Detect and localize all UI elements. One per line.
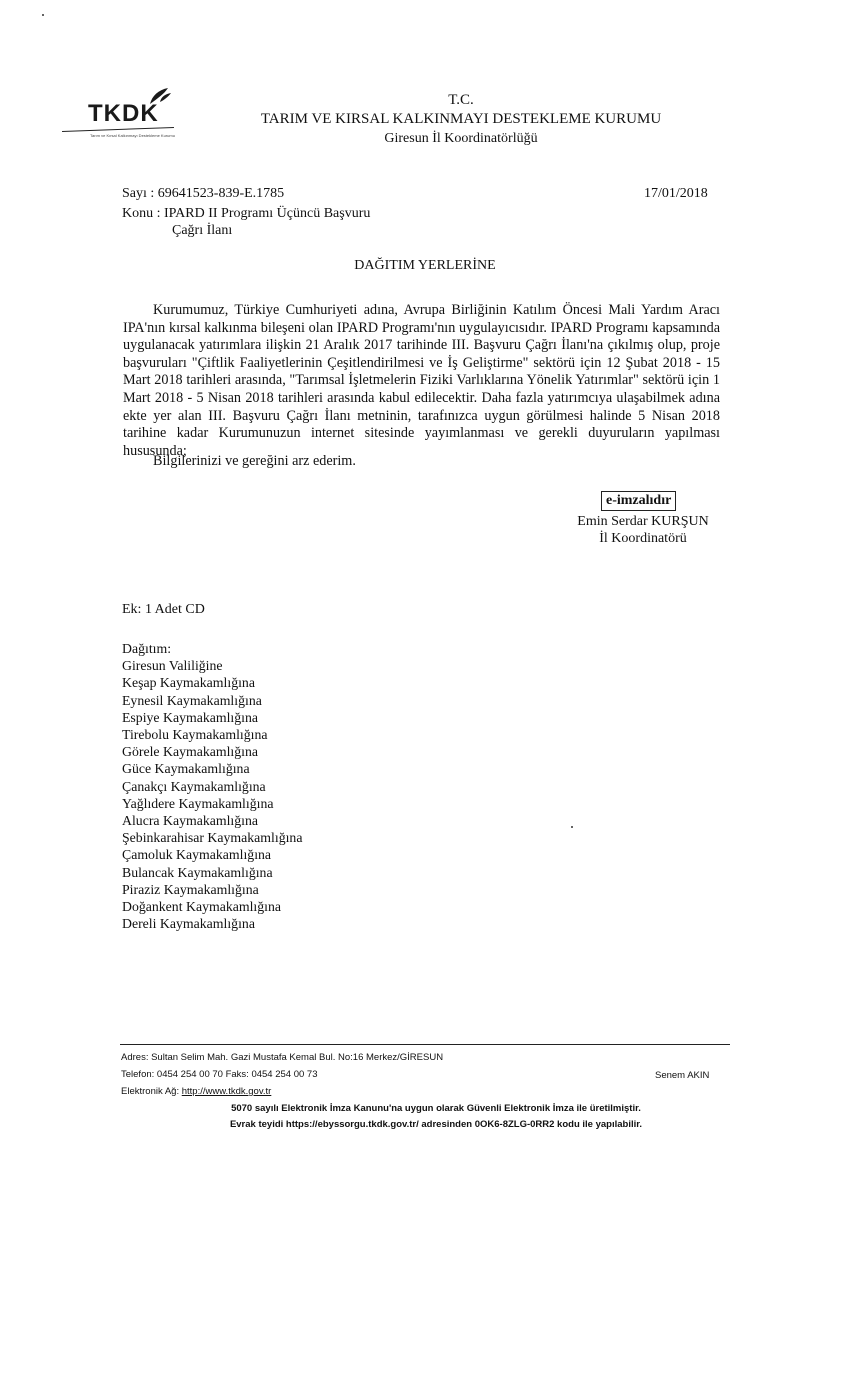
document-subject: Konu : IPARD II Programı Üçüncü Başvuru (122, 206, 371, 221)
footer-web (121, 1083, 271, 1100)
header-institution: TARIM VE KIRSAL KALKINMAYI DESTEKLEME KURUMU (260, 111, 662, 127)
list-item: Yağlıdere Kaymakamlığına (122, 795, 274, 811)
page-title: DAĞITIM YERLERİNE (354, 258, 496, 273)
header-tc: T.C. (448, 92, 474, 108)
list-item: Doğankent Kaymakamlığına (122, 899, 282, 915)
attachment-note: Ek: 1 Adet CD (122, 602, 205, 617)
footer-person: Senem AKIN (655, 1070, 710, 1081)
footer-divider (120, 1044, 730, 1045)
header-office: Giresun İl Koordinatörlüğü (384, 131, 538, 146)
logo-tagline: Tarım ve Kırsal Kalkınmayı Destekleme Kurumu (90, 133, 175, 138)
list-item: Piraziz Kaymakamlığına (122, 881, 259, 897)
list-item: Bulancak Kaymakamlığına (122, 864, 273, 880)
esign-stamp: e-imzalıdır (601, 491, 676, 511)
list-item: Espiye Kaymakamlığına (122, 709, 259, 725)
list-item: Çamoluk Kaymakamlığına (122, 847, 272, 863)
footer-phone: Telefon: 0454 254 00 70 Faks: 0454 254 00 73 (121, 1069, 318, 1080)
signer-name: Emin Serdar KURŞUN (577, 514, 709, 529)
document-date: 17/01/2018 (644, 186, 708, 201)
list-item: Güce Kaymakamlığına (122, 761, 250, 777)
list-item: Görele Kaymakamlığına (122, 744, 259, 760)
list-item: Çanakçı Kaymakamlığına (122, 778, 266, 794)
scan-speck (571, 826, 573, 828)
footer-legal-verify: Evrak teyidi https://ebyssorgu.tkdk.gov.tr/ adresinden 0OK6-8ZLG-0RR2 kodu ile yapılabilir. (229, 1119, 643, 1130)
distribution-list (122, 640, 302, 932)
scan-speck (42, 14, 44, 16)
list-item: Eynesil Kaymakamlığına (122, 692, 262, 708)
document-number: Sayı : 69641523-839-E.1785 (122, 186, 285, 201)
document-subject-cont: Çağrı İlanı (172, 223, 233, 238)
list-item: Giresun Valiliğine (122, 658, 223, 674)
list-item: Keşap Kaymakamlığına (122, 675, 255, 691)
body-paragraph: Kurumumuz, Türkiye Cumhuriyeti adına, Avrupa Birliğinin Katılım Öncesi Mali Yardım Aracı IPA'nın kırsal kalkınma bileşeni olan IPARD Programı'nın uygulayıcısıdır. IPARD Programı kapsamında uygulanacak yatırımlara ilişkin 21 Aralık 2017 tarihinde III. Başvuru Çağrı İlanı'na çıkılmış olup, proje başvuruları "Çiftlik Faaliyetlerinin Çeşitlendirilmesi ve İş Geliştirme" sektörü için 12 Şubat 2018 - 15 Mart 2018 tarihleri arasında, "Tarımsal İşletmelerin Fiziki Varlıklarına Yönelik Yatırımlar" sektörü için 1 Mart 2018 - 5 Nisan 2018 tarihleri arasında kabul edilecektir. Daha fazla yatırımcıya ulaşabilmek adına ekte yer alan III. Başvuru Çağrı İlanı metninin, tarafınızca uygun görülmesi halinde 5 Nisan 2018 tarihine kadar Kurumunuzun internet sitesinde yayımlanması ve gerekli duyuruların yapılması hususunda; (123, 302, 720, 459)
list-item: Alucra Kaymakamlığına (122, 813, 259, 829)
signer-block (560, 513, 726, 547)
footer-web-link[interactable]: http://www.tkdk.gov.tr (181, 1086, 272, 1097)
list-item: Tirebolu Kaymakamlığına (122, 727, 268, 743)
signer-role: İl Koordinatörü (599, 531, 687, 546)
footer-address: Adres: Sultan Selim Mah. Gazi Mustafa Kemal Bul. No:16 Merkez/GİRESUN (121, 1052, 444, 1063)
footer-web-label: Elektronik Ağ: (121, 1086, 182, 1097)
distribution-label: Dağıtım: (122, 641, 172, 656)
list-item: Şebinkarahisar Kaymakamlığına (122, 830, 303, 846)
list-item: Dereli Kaymakamlığına (122, 916, 255, 932)
closing-line: Bilgilerinizi ve gereğini arz ederim. (153, 453, 356, 469)
logo-wordmark: TKDK (88, 100, 159, 127)
footer-legal-esign: 5070 sayılı Elektronik İmza Kanunu'na uygun olarak Güvenli Elektronik İmza ile üretilmiştir. (231, 1103, 641, 1114)
